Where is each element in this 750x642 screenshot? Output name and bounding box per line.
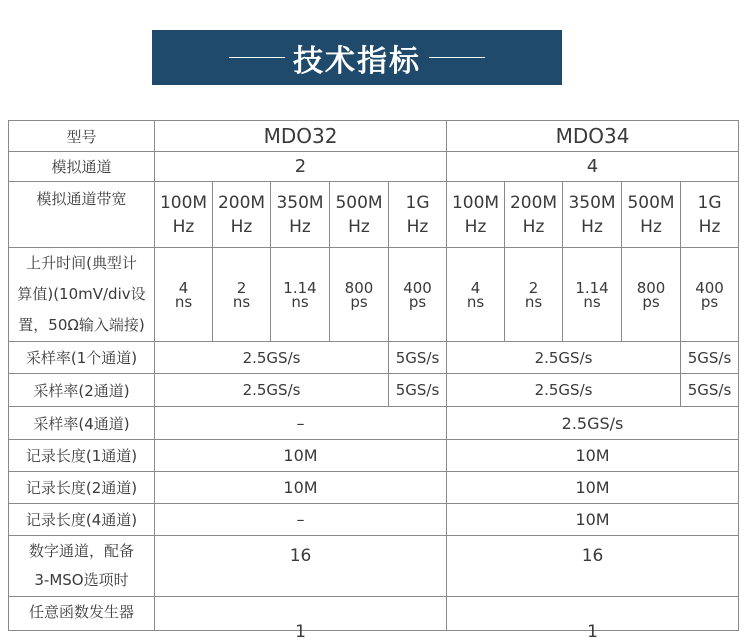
value-cell <box>447 248 505 342</box>
value-cell <box>563 182 622 248</box>
value-cell: 16 <box>447 536 739 597</box>
value-cell: 2.5GS/s <box>155 342 389 374</box>
value-cell: 2.5GS/s <box>447 407 739 440</box>
value-main: 2 <box>236 278 247 297</box>
title-left-dash <box>229 57 285 58</box>
value-main: 200M <box>509 192 558 213</box>
value-cell <box>505 248 563 342</box>
value-cell: 5GS/s <box>389 374 447 407</box>
page-title: 技术指标 <box>293 43 421 79</box>
table-row-sample-rate-4ch <box>9 407 739 440</box>
value-cell: 5GS/s <box>681 342 739 374</box>
value-main: 1 <box>587 622 598 642</box>
value-cell <box>563 248 622 342</box>
value-cell: 2.5GS/s <box>447 342 681 374</box>
value-unit: Hz <box>522 216 545 237</box>
value-main: 4 <box>470 278 481 297</box>
table-row-sample-rate-2ch <box>9 374 739 407</box>
row-label-line: 置，50Ω输入端接) <box>18 316 145 334</box>
value-cell: 2 <box>155 152 447 182</box>
value-cell: 16 <box>155 536 447 597</box>
value-cell <box>389 182 447 248</box>
value-main: 400 <box>695 278 724 297</box>
value-main: 500M <box>335 192 383 213</box>
value-main: 2 <box>528 278 539 297</box>
row-label: 采样率(2通道) <box>9 374 155 407</box>
value-cell: 5GS/s <box>681 374 739 407</box>
row-label: 采样率(4通道) <box>9 407 155 440</box>
value-main: 800 <box>636 278 666 297</box>
row-label-line: 上升时间(典型计 <box>26 254 137 272</box>
table-row-bandwidth <box>9 182 739 248</box>
value-unit: ns <box>466 292 485 311</box>
value-main: 350M <box>276 192 324 213</box>
value-unit: Hz <box>406 216 429 237</box>
row-label: 模拟通道带宽 <box>9 182 155 248</box>
row-label: 采样率(1个通道) <box>9 342 155 374</box>
table-row-afg <box>9 597 739 631</box>
table-row-model <box>9 121 739 152</box>
table-row-record-2ch <box>9 472 739 504</box>
value-cell <box>622 182 681 248</box>
value-unit: ps <box>350 292 368 311</box>
value-main: 400 <box>403 278 432 297</box>
value-unit: Hz <box>698 216 721 237</box>
value-cell <box>155 182 213 248</box>
value-main: 1G <box>405 192 430 213</box>
value-unit: ns <box>524 292 543 311</box>
value-unit: Hz <box>172 216 195 237</box>
value-unit: ns <box>583 292 601 311</box>
value-unit: Hz <box>640 216 662 237</box>
value-main: 4 <box>178 278 189 297</box>
value-cell <box>213 248 271 342</box>
row-label <box>9 536 155 597</box>
value-cell <box>330 248 389 342</box>
value-cell: 4 <box>447 152 739 182</box>
row-label-line: 数字通道，配备 <box>28 542 134 560</box>
row-label <box>9 248 155 342</box>
value-cell <box>447 182 505 248</box>
value-main: 350M <box>568 192 616 213</box>
value-main: 1G <box>697 192 722 213</box>
value-cell <box>271 182 330 248</box>
value-cell: 10M <box>447 472 739 504</box>
value-cell <box>681 248 739 342</box>
value-cell: 2.5GS/s <box>447 374 681 407</box>
value-main: 1.14 <box>575 278 609 297</box>
value-main: 500M <box>627 192 675 213</box>
value-main: 100M <box>159 192 208 213</box>
value-unit: ns <box>174 292 193 311</box>
table-row-analog-channels <box>9 152 739 182</box>
value-unit: Hz <box>348 216 370 237</box>
value-cell: 10M <box>155 472 447 504</box>
value-cell: 2.5GS/s <box>155 374 389 407</box>
table-row-record-4ch <box>9 504 739 536</box>
table-row-rise-time <box>9 248 739 342</box>
value-cell <box>155 248 213 342</box>
value-cell <box>447 597 739 642</box>
value-cell: 10M <box>155 440 447 472</box>
value-cell: 10M <box>447 440 739 472</box>
row-label: 型号 <box>9 121 155 152</box>
row-label: 模拟通道 <box>9 152 155 182</box>
value-unit: ps <box>642 292 660 311</box>
value-unit: Hz <box>581 216 603 237</box>
value-cell <box>389 248 447 342</box>
row-label-line: 3-MSO选项时 <box>34 571 129 589</box>
value-cell: 5GS/s <box>389 342 447 374</box>
row-label: 记录长度(4通道) <box>9 504 155 536</box>
value-cell <box>271 248 330 342</box>
value-unit: Hz <box>289 216 311 237</box>
value-cell <box>213 182 271 248</box>
row-label: 记录长度(2通道) <box>9 472 155 504</box>
value-main: 1 <box>295 622 306 642</box>
model-cell: MDO34 <box>447 121 739 152</box>
value-unit: ps <box>408 292 427 311</box>
value-main: 800 <box>344 278 374 297</box>
title-banner <box>152 30 562 85</box>
table-row-record-1ch <box>9 440 739 472</box>
value-cell <box>505 182 563 248</box>
table-row-sample-rate-1ch <box>9 342 739 374</box>
value-cell: – <box>155 407 447 440</box>
value-unit: ns <box>291 292 309 311</box>
value-main: 1.14 <box>283 278 317 297</box>
table-row-digital-channels <box>9 536 739 597</box>
value-cell: 10M <box>447 504 739 536</box>
value-cell <box>155 597 447 642</box>
row-label: 记录长度(1通道) <box>9 440 155 472</box>
row-label-line: 算值)(10mV/div设 <box>17 285 146 303</box>
model-cell: MDO32 <box>155 121 447 152</box>
value-cell: – <box>155 504 447 536</box>
title-right-dash <box>429 57 485 58</box>
value-cell <box>681 182 739 248</box>
value-unit: ns <box>232 292 251 311</box>
value-main: 100M <box>451 192 500 213</box>
value-cell <box>330 182 389 248</box>
value-unit: ps <box>700 292 719 311</box>
row-label: 任意函数发生器 <box>9 597 155 631</box>
value-unit: Hz <box>464 216 487 237</box>
value-cell <box>622 248 681 342</box>
value-unit: Hz <box>230 216 253 237</box>
spec-table <box>8 120 739 642</box>
value-main: 200M <box>217 192 266 213</box>
